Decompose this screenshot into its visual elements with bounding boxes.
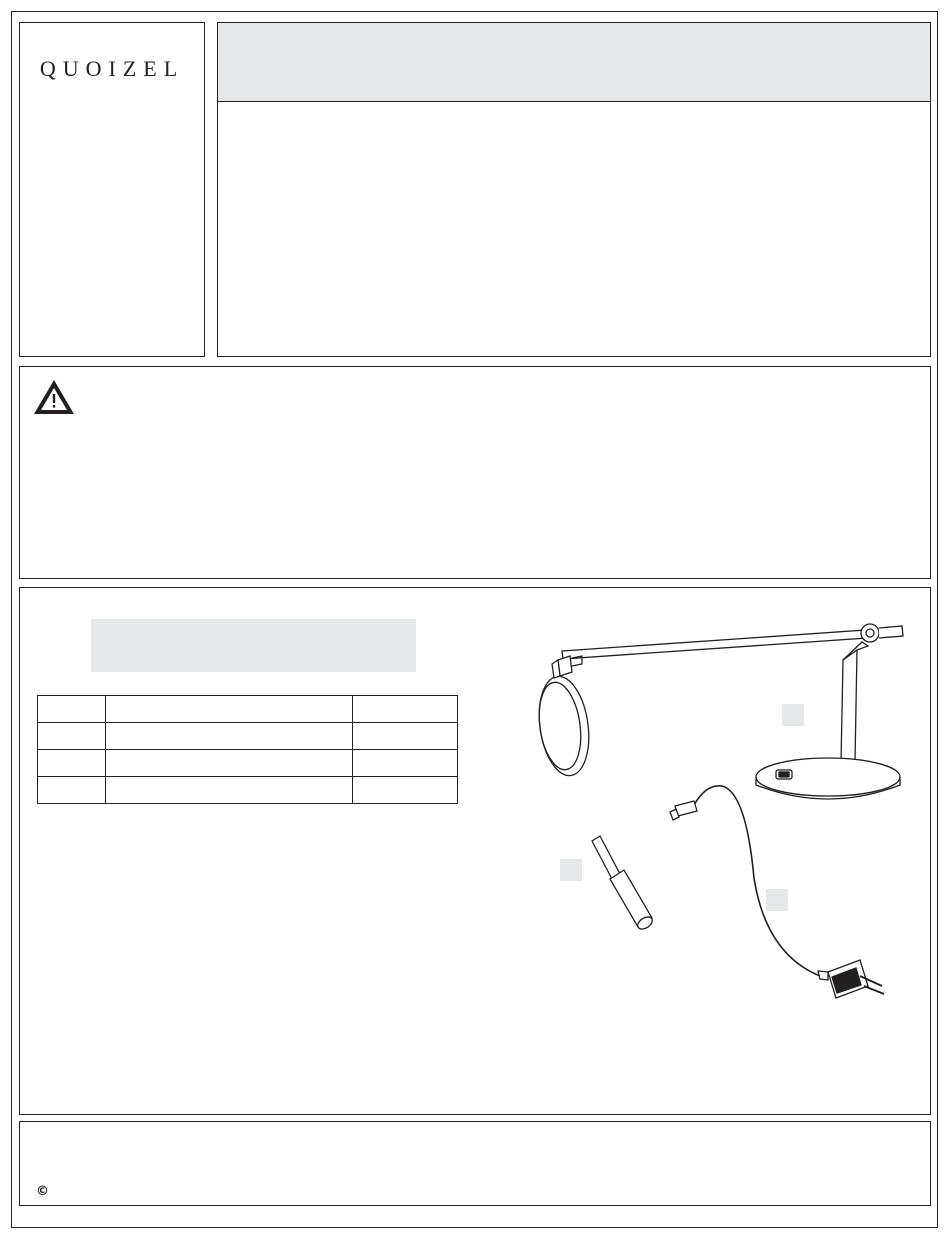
desk-lamp-illustration bbox=[510, 598, 920, 1028]
table-row bbox=[38, 723, 458, 750]
parts-table bbox=[37, 695, 458, 804]
copyright-icon: © bbox=[36, 1184, 49, 1199]
part-label-tag bbox=[766, 889, 788, 911]
table-cell bbox=[106, 723, 353, 750]
table-row bbox=[38, 696, 458, 723]
table-cell bbox=[38, 723, 106, 750]
table-cell bbox=[106, 696, 353, 723]
parts-header-band bbox=[91, 619, 416, 672]
part-label-tag bbox=[560, 859, 582, 881]
table-cell bbox=[353, 777, 458, 804]
table-cell bbox=[353, 723, 458, 750]
brand-logo: QUOIZEL bbox=[39, 56, 185, 81]
table-cell bbox=[38, 777, 106, 804]
table-cell bbox=[106, 750, 353, 777]
warning-panel bbox=[19, 366, 931, 579]
table-cell bbox=[106, 777, 353, 804]
part-label-tag bbox=[782, 704, 804, 726]
table-row bbox=[38, 750, 458, 777]
table-cell bbox=[353, 750, 458, 777]
table-row bbox=[38, 777, 458, 804]
footer-panel bbox=[19, 1121, 931, 1206]
title-panel bbox=[217, 22, 931, 357]
table-cell bbox=[38, 750, 106, 777]
parts-panel bbox=[19, 587, 931, 1115]
title-band bbox=[218, 23, 930, 102]
warning-triangle-icon bbox=[32, 377, 76, 417]
brand-panel bbox=[19, 22, 205, 357]
table-cell bbox=[38, 696, 106, 723]
table-cell bbox=[353, 696, 458, 723]
